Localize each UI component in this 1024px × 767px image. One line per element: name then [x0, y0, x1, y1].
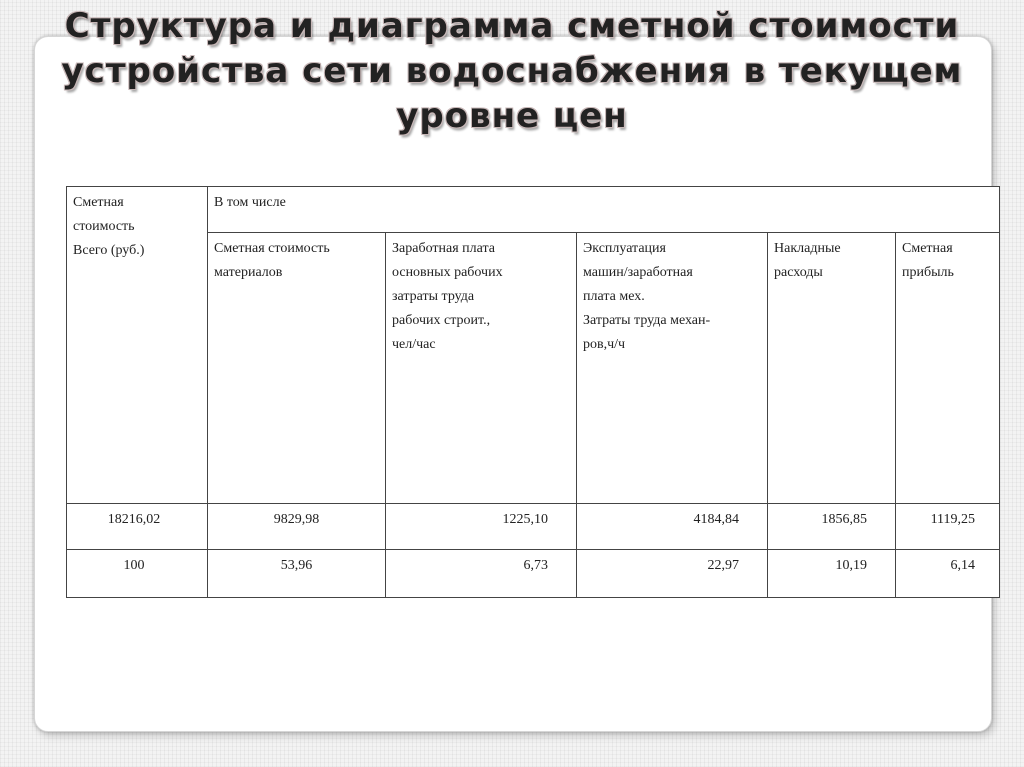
slide-title-line-2: устройства сети водоснабжения в текущем	[61, 51, 963, 91]
header-wages-cell: Заработная плата основных рабочих затраты труда рабочих строит., чел/час	[386, 233, 577, 504]
table-cell: 100	[67, 550, 208, 598]
table-cell: 53,96	[208, 550, 386, 598]
table-header-row	[67, 187, 1000, 233]
table-cell: 6,14	[896, 550, 1000, 598]
table-row	[67, 504, 1000, 550]
table-cell: 1225,10	[386, 504, 577, 550]
table-cell: 1856,85	[768, 504, 896, 550]
table-cell: 10,19	[768, 550, 896, 598]
slide-title-line-1: Структура и диаграмма сметной стоимости	[64, 6, 960, 46]
header-profit-cell: Сметная прибыль	[896, 233, 1000, 504]
slide-title	[40, 4, 984, 139]
table-cell: 9829,98	[208, 504, 386, 550]
table-cell: 4184,84	[577, 504, 768, 550]
table-cell: 18216,02	[67, 504, 208, 550]
header-materials-cell: Сметная стоимость материалов	[208, 233, 386, 504]
estimate-table	[66, 186, 1000, 598]
header-overhead-cell: Накладные расходы	[768, 233, 896, 504]
table-cell: 6,73	[386, 550, 577, 598]
header-group-cell: В том числе	[208, 187, 1000, 233]
table-cell: 22,97	[577, 550, 768, 598]
header-total-cell: Сметная стоимость Всего (руб.)	[67, 187, 208, 504]
header-machinery-cell: Эксплуатация машин/заработная плата мех. Затраты труда механ- ров,ч/ч	[577, 233, 768, 504]
table-cell: 1119,25	[896, 504, 1000, 550]
table-row	[67, 550, 1000, 598]
slide-title-line-3: уровне цен	[396, 96, 628, 136]
